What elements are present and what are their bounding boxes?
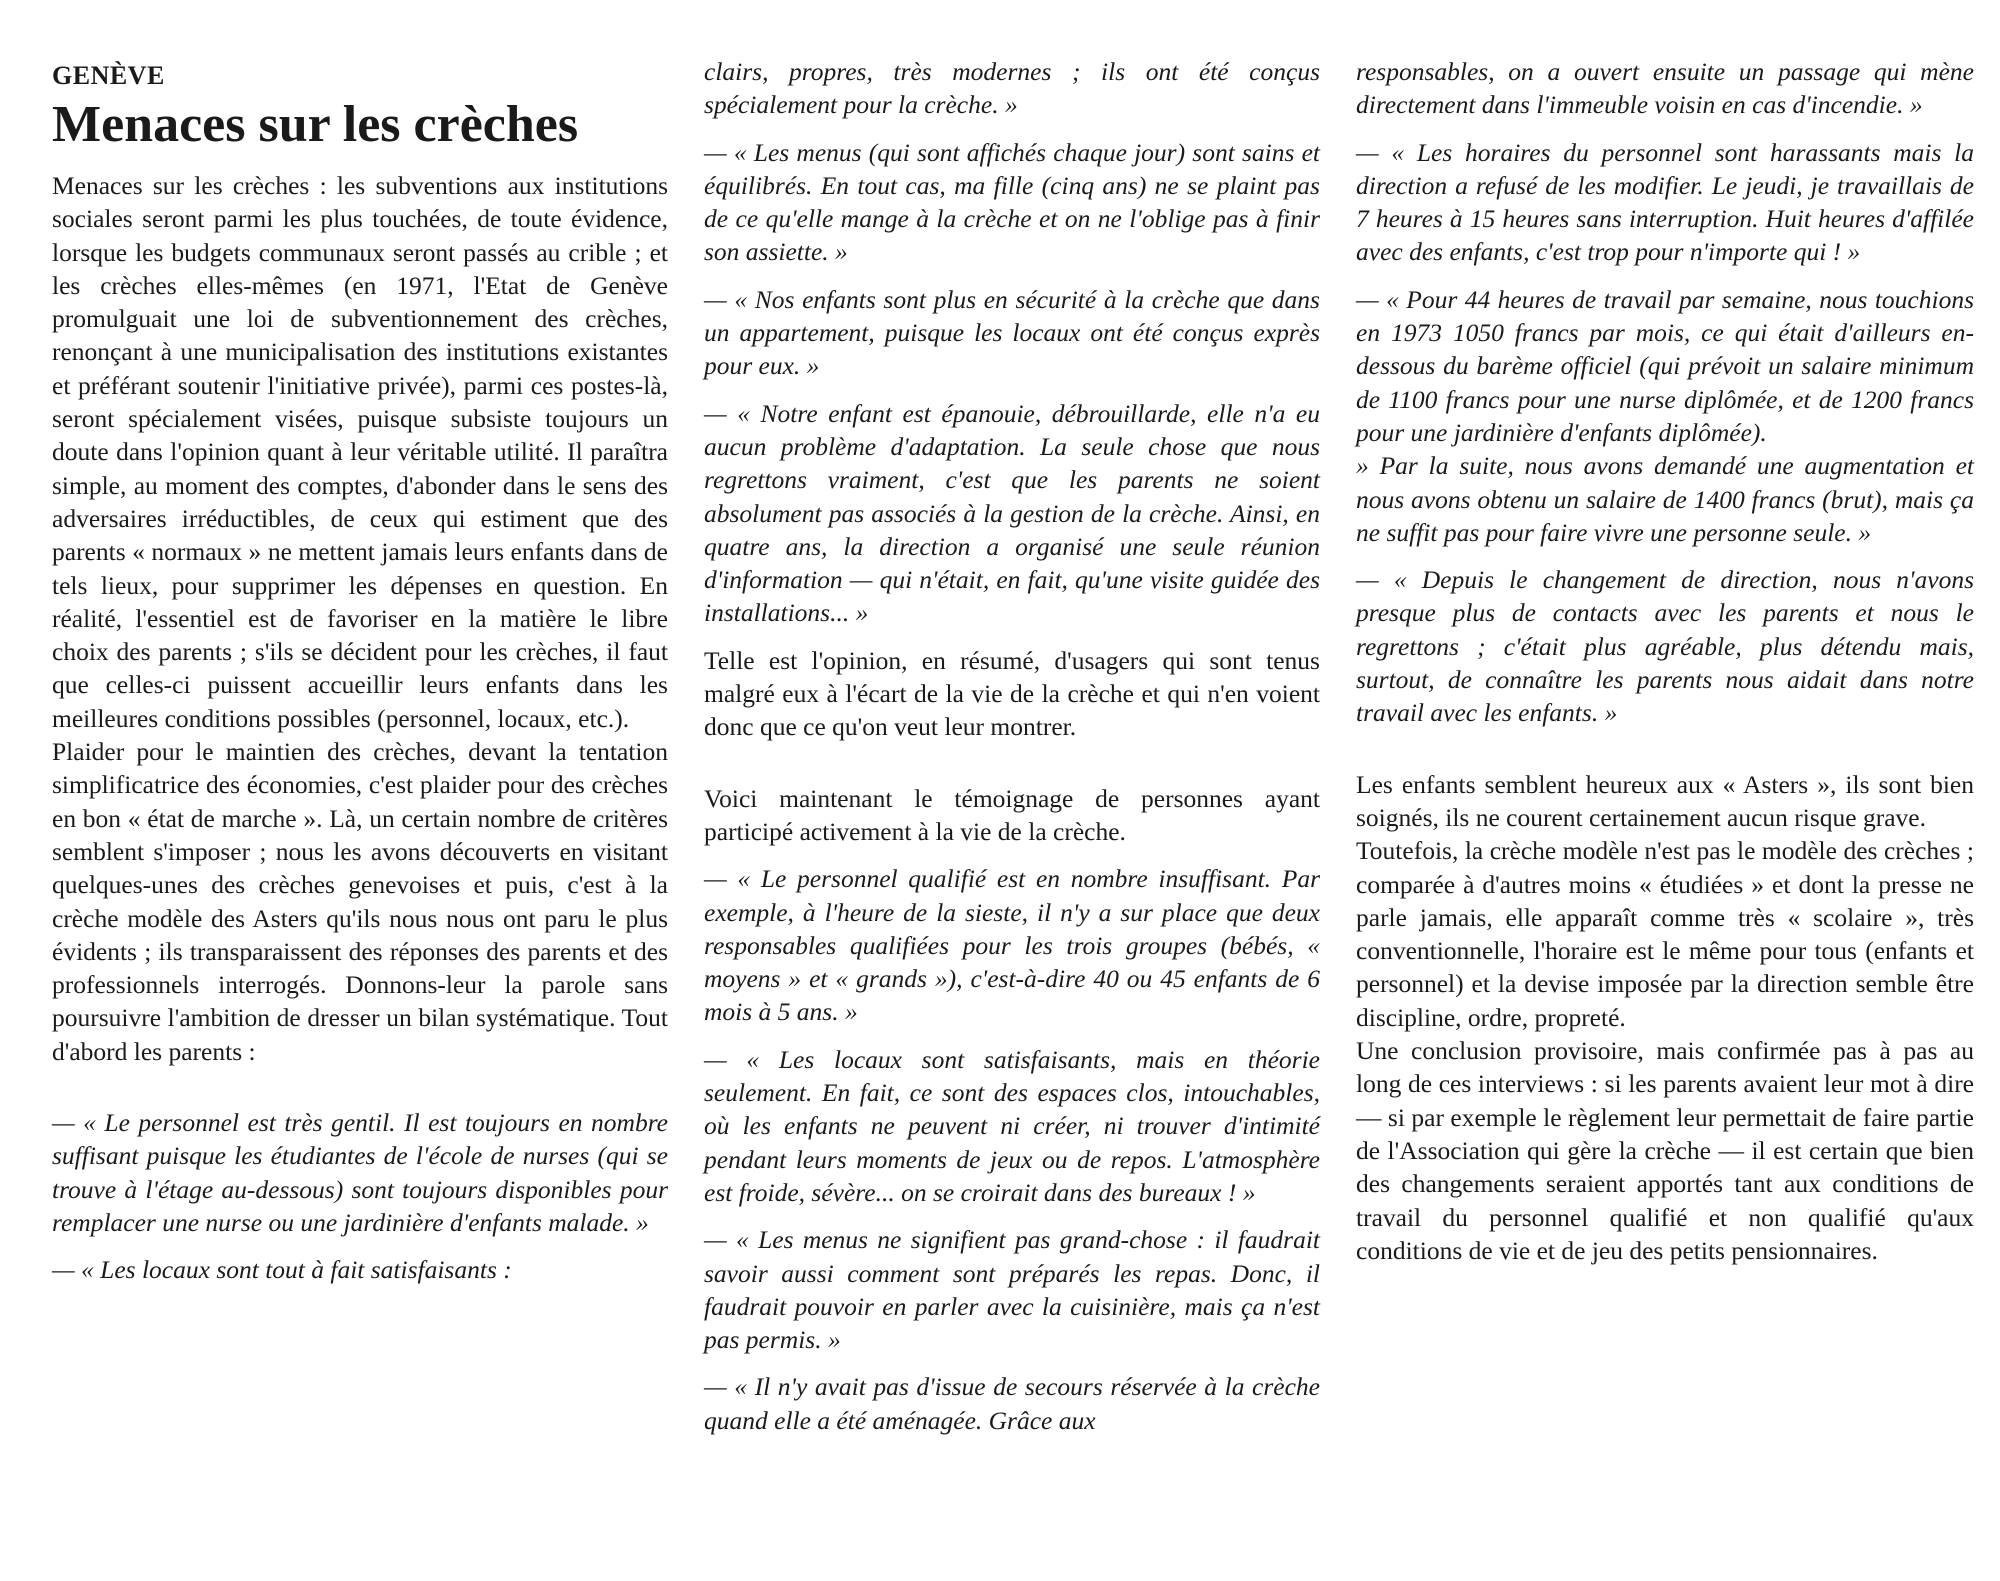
quote-paragraph: — « Notre enfant est épanouie, débrouillarde, elle n'a eu aucun problème d'adaptation. La seule chose que nous regrettons vraiment, c'est que les parents ne soient absolument pas associés à la gestion de la crèche. Ainsi, en quatre ans, la direction a organisé une seule réunion d'information — qui n'était, en fait, qu'une visite guidée des installations... » [704,398,1320,628]
quote-paragraph: — « Les menus ne signifient pas grand-chose : il faudrait savoir aussi comment sont préparés les repas. Donc, il faudrait pouvoir en parler avec la cuisinière, mais ça n'est pas permis. » [704,1225,1320,1355]
article-kicker: GENÈVE [52,61,165,90]
quote-paragraph: — « Il n'y avait pas d'issue de secours réservée à la crèche quand elle a été aménagée. Grâce aux [704,1372,1320,1435]
article-paragraph: Une conclusion provisoire, mais confirmée pas à pas au long de ces interviews : si les parents avaient leur mot à dire — si par exemple le règlement leur permettait de faire partie de l'Association qui gère la crèche — il est certain que bien des changements seraient apportés tant aux conditions de travail du personnel qualifié et non qualifié qu'aux conditions de vie et de jeu des petits pensionnaires. [1356,1036,1974,1265]
quote-paragraph: — « Les locaux sont tout à fait satisfaisants : [52,1255,512,1285]
quote-paragraph: — « Le personnel est très gentil. Il est toujours en nombre suffisant puisque les étudiantes de l'école de nurses (qui se trouve à l'étage au-dessous) sont toujours disponibles pour remplacer une nurse ou une jardinière d'enfants malade. » [52,1108,668,1237]
quote-paragraph: responsables, on a ouvert ensuite un passage qui mène directement dans l'immeuble voisin en cas d'incendie. » [1356,57,1974,120]
quote-paragraph: — « Les horaires du personnel sont harassants mais la direction a refusé de les modifier. Le jeudi, je travaillais de 7 heures à 15 heures sans interruption. Huit heures d'affilée avec des enfants, c'est trop pour n'importe qui ! » [1356,137,1974,267]
quote-paragraph: — « Les locaux sont satisfaisants, mais en théorie seulement. En fait, ce sont des espaces clos, intouchables, où les enfants ne peuvent ni créer, ni trouver d'intimité pendant leurs moments de jeux ou de repos. L'atmosphère est froide, sévère... on se croirait dans des bureaux ! » [704,1044,1320,1207]
article-paragraph: Menaces sur les crèches : les subventions aux institutions sociales seront parmi les plus touchées, de toute évidence, lorsque les budgets communaux seront passés au crible ; et les crèches elles-mêmes (en 1971, l'Etat de Genève promulguait une loi de subventionnement des crèches, renonçant à une municipalisation des institutions existantes et préférant soutenir l'initiative privée), parmi ces postes-là, seront spécialement visées, puisque subsiste toujours un doute dans l'opinion quant à leur véritable utilité. Il paraîtra simple, au moment des comptes, d'abonder dans le sens des adversaires irréductibles, de ceux qui estiment que des parents « normaux » ne mettent jamais leurs enfants dans de tels lieux, pour supprimer les dépenses en question. En réalité, l'essentiel est de favoriser en la matière le libre choix des parents ; s'ils se décident pour les crèches, il faut que celles-ci puissent accueillir leurs enfants dans les meilleures conditions possibles (personnel, locaux, etc.). [52,171,668,733]
quote-paragraph: — « Le personnel qualifié est en nombre insuffisant. Par exemple, à l'heure de la sieste, il n'y a sur place que deux responsables qualifiées pour les trois groupes (bébés, « moyens » et « grands »), c'est-à-dire 40 ou 45 enfants de 6 mois à 5 ans. » [704,864,1320,1027]
quote-paragraph: — « Nos enfants sont plus en sécurité à la crèche que dans un appartement, puisque les locaux ont été conçus exprès pour eux. » [704,284,1320,381]
article-paragraph: Voici maintenant le témoignage de personnes ayant participé activement à la vie de la crèche. [704,783,1320,846]
quote-paragraph: — « Depuis le changement de direction, nous n'avons presque plus de contacts avec les parents et nous le regrettons ; c'était plus agréable, plus détendu mais, surtout, de connaître les parents nous aidait dans notre travail avec les enfants. » [1356,565,1974,728]
quote-paragraph: clairs, propres, très modernes ; ils ont été conçus spécialement pour la crèche. » [704,57,1320,120]
quote-paragraph: — « Les menus (qui sont affichés chaque jour) sont sains et équilibrés. En tout cas, ma fille (cinq ans) ne se plaint pas de ce qu'elle mange à la crèche et on ne l'oblige pas à finir son assiette. » [704,137,1320,267]
article-column-3 [1356,55,1974,1267]
quote-paragraph: » Par la suite, nous avons demandé une augmentation et nous avons obtenu un salaire de 1400 francs (brut), mais ça ne suffit pas pour faire vivre une personne seule. » [1356,451,1974,547]
article-column-2 [704,55,1320,1437]
article-paragraph: Telle est l'opinion, en résumé, d'usagers qui sont tenus malgré eux à l'écart de la vie de la crèche et qui n'en voient donc que ce qu'on veut leur montrer. [704,645,1320,742]
article-headline: Menaces sur les crèches [52,96,579,153]
article-column-1 [52,55,668,1287]
article-paragraph: Les enfants semblent heureux aux « Asters », ils sont bien soignés, ils ne courent certainement aucun risque grave. [1356,769,1974,832]
article-paragraph: Toutefois, la crèche modèle n'est pas le modèle des crèches ; comparée à d'autres moins « étudiées » et dont la presse ne parle jamais, elle apparaît comme très « scolaire », très conventionnelle, l'horaire est le même pour tous (enfants et personnel) et la devise imposée par la direction semble être discipline, ordre, propreté. [1356,836,1974,1032]
article-paragraph: Plaider pour le maintien des crèches, devant la tentation simplificatrice des économies, c'est plaider pour des crèches en bon « état de marche ». Là, un certain nombre de critères semblent s'imposer ; nous les avons découverts en visitant quelques-unes des crèches genevoises et puis, c'est à la crèche modèle des Asters qu'ils nous nous ont paru le plus évidents ; ils transparaissent des réponses des parents et des professionnels interrogés. Donnons-leur la parole sans poursuivre l'ambition de dresser un bilan systématique. Tout d'abord les parents : [52,737,668,1066]
quote-paragraph: — « Pour 44 heures de travail par semaine, nous touchions en 1973 1050 francs par mois, ce qui était d'ailleurs en-dessous du barème officiel (qui prévoit un salaire minimum de 1100 francs pour une nurse diplômée, et de 1200 francs pour une jardinière d'enfants diplômée). [1356,284,1974,447]
